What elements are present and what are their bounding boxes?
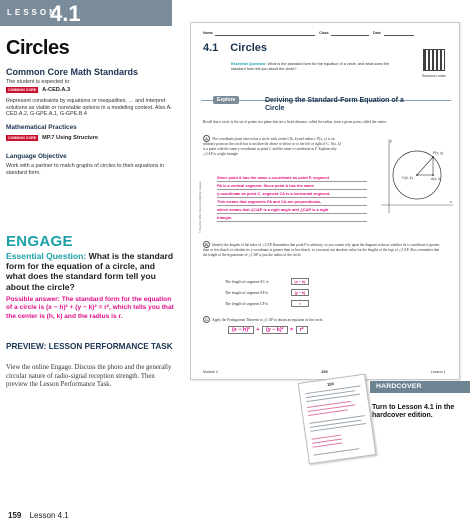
qr-code-icon[interactable] xyxy=(423,49,445,71)
mp-badge-row xyxy=(6,135,98,141)
page-eq-text: What is the standard form for the equation of a circle, and what does the standard form tell you about the circle? xyxy=(231,62,389,71)
hardcover-label: HARDCOVER xyxy=(370,381,470,393)
step-a xyxy=(203,135,343,157)
answer-rule xyxy=(217,197,367,198)
length-ap-label: The length of segment AP is xyxy=(225,291,268,295)
page-title xyxy=(203,42,267,54)
page-number: 159 xyxy=(8,511,22,520)
step-b xyxy=(203,241,443,258)
step-a-text: The coordinate plane shown has a circle with center C(h, k) and radius r. P(x, y) is an arbitrary point on the circle but is not directly above or below or to the left or right of C. A(x, k) is a point with the same y-coordinate as point C and the same x-coordinate as P. Explain why △CAP is a right triangle. xyxy=(203,137,341,156)
label-a: A(x, k) xyxy=(431,177,442,181)
y-axis-label: y xyxy=(390,138,392,143)
page-footer-number: 159 xyxy=(321,369,328,374)
lesson-footer: Lesson 1 xyxy=(431,370,446,374)
answer-rule xyxy=(217,213,367,214)
radius-segment xyxy=(417,157,433,175)
possible-answer: Possible answer: The standard form for the equation of a circle is (x − h)² + (y − k)² = r², which tells you that the center is (h, k) and the radius is r. xyxy=(6,296,174,320)
common-core-badge: COMMON CORE xyxy=(8,88,37,92)
student-page xyxy=(190,22,460,380)
point-a xyxy=(432,174,434,176)
module-footer: Module 4 xyxy=(203,370,218,374)
circle-diagram xyxy=(377,133,455,215)
pyth-term-a[interactable]: (x − h)² xyxy=(228,326,254,334)
name-line xyxy=(215,35,315,36)
step-a-answer-5: which means that ∠CAP is a right angle and △CAP is a right xyxy=(217,207,329,212)
answer-rule xyxy=(217,189,367,190)
length-cp-answer[interactable]: r xyxy=(291,300,309,307)
length-ac-answer[interactable]: |x − h| xyxy=(291,278,309,285)
class-label: Class xyxy=(319,31,329,35)
ccss-badge-row xyxy=(6,87,70,93)
resource-locker-label: Resource Locker xyxy=(421,74,447,78)
footer-lesson: Lesson 4.1 xyxy=(29,511,69,520)
length-ap-answer[interactable]: |y − k| xyxy=(291,289,309,296)
step-c-number: C xyxy=(203,316,210,323)
lo-body: Work with a partner to match graphs of circles to their equations in standard form. xyxy=(6,163,165,176)
name-label: Name xyxy=(203,31,213,35)
hardcover-thumbnail[interactable] xyxy=(298,374,377,465)
intro-paragraph: Recall that a circle is the set of points in a plane that are a fixed distance, called the radius, from a given point, called the center. xyxy=(203,120,387,124)
step-c xyxy=(203,316,323,323)
lesson-title: Circles xyxy=(6,37,70,59)
thumbnail-page-number: 159 xyxy=(326,381,335,388)
copyright-notice: © Houghton Mifflin Harcourt Publishing Company xyxy=(199,180,202,233)
lesson-word: LESSON xyxy=(7,8,58,17)
preview-body: View the online Engage. Discuss the photo and the generally circular nature of radio-signal reception strength. Then preview the Lesson Performance Task. xyxy=(6,364,172,389)
pyth-term-b[interactable]: (y − k)² xyxy=(262,326,288,334)
point-c xyxy=(416,174,418,176)
pyth-plus: + xyxy=(256,327,260,333)
common-core-badge: COMMON CORE xyxy=(8,136,37,140)
step-b-number: B xyxy=(203,241,210,248)
ccss-heading: Common Core Math Standards xyxy=(6,67,139,77)
step-a-answer-3: y-coordinate as point C, segment CA is a horizontal segment. xyxy=(217,191,331,196)
ccss-code: A-CED.A.3 xyxy=(42,87,71,93)
label-c: C(h, k) xyxy=(402,176,413,180)
essential-question xyxy=(6,251,176,292)
title-number: 4.1 xyxy=(203,42,219,54)
step-c-text: Apply the Pythagorean Theorem to △CAP to obtain an equation of the circle. xyxy=(212,318,324,322)
lesson-banner xyxy=(0,0,172,26)
ccss-body: Represent constraints by equations or inequalities, … and interpret solutions as viable or nonviable options in a modeling context. Also A-CED.A.2, G-GPE.A.1, G-GPE.B.4 xyxy=(6,98,173,118)
pyth-equals: = xyxy=(290,327,294,333)
preview-heading: PREVIEW: LESSON PERFORMANCE TASK xyxy=(6,342,173,351)
hardcover-text: Turn to Lesson 4.1 in the hardcover edition. xyxy=(372,404,455,420)
page-essential-question xyxy=(231,62,391,72)
eq-text: What is the standard form for the equation of a circle, and what does the standard form tell you about the circle? xyxy=(6,251,174,292)
step-a-number: A xyxy=(203,135,210,142)
length-ac-label: The length of segment AC is xyxy=(225,280,269,284)
title-text: Circles xyxy=(230,42,267,54)
length-cp-label: The length of segment CP is xyxy=(225,302,268,306)
x-axis-label: x xyxy=(450,199,452,204)
page-eq-label: Essential Question: xyxy=(231,62,267,66)
thumb-line xyxy=(310,423,366,432)
mp-code: MP.7 Using Structure xyxy=(42,135,99,141)
pyth-term-c[interactable]: r² xyxy=(296,326,308,334)
step-a-answer-4: This means that segments PA and CA are perpendicular, xyxy=(217,199,322,204)
page-footer xyxy=(8,511,69,520)
eq-label: Essential Question: xyxy=(6,251,87,261)
ccss-intro: The student is expected to: xyxy=(6,79,71,85)
lesson-number: 4.1 xyxy=(50,1,81,26)
lo-heading: Language Objective xyxy=(6,153,67,160)
step-a-answer-2: PA is a vertical segment. Since point A has the same xyxy=(217,183,314,188)
pythagorean-equation xyxy=(227,327,309,333)
explore-tag: Explore xyxy=(213,96,239,104)
step-a-answer-1: Since point A has the same x-coordinate as point P, segment xyxy=(217,175,330,180)
answer-rule xyxy=(217,205,367,206)
label-p: P(x, y) xyxy=(433,151,444,155)
class-line xyxy=(331,35,369,36)
explore-title: Deriving the Standard-Form Equation of a Circle xyxy=(265,97,404,112)
answer-rule xyxy=(217,221,367,222)
thumb-line xyxy=(314,448,360,456)
date-line xyxy=(384,35,414,36)
mp-heading: Mathematical Practices xyxy=(6,124,77,131)
point-p xyxy=(432,156,434,158)
step-b-text: Identify the lengths of the sides of △CAP. Remember that point P is arbitrary, so you cannot rely upon the diagram to know whether its x-coordinate is greater than or less than h or whether its y-coordinate is greater than or less than k, so you must use absolute value for the lengths of the legs of △CAP. Also, remember that the length of the hypotenuse of △CAP is just the radius of the circle. xyxy=(203,243,440,257)
date-label: Date xyxy=(373,31,381,35)
step-a-answer-6: triangle. xyxy=(217,215,233,220)
answer-rule xyxy=(217,181,367,182)
engage-heading: ENGAGE xyxy=(6,233,73,250)
